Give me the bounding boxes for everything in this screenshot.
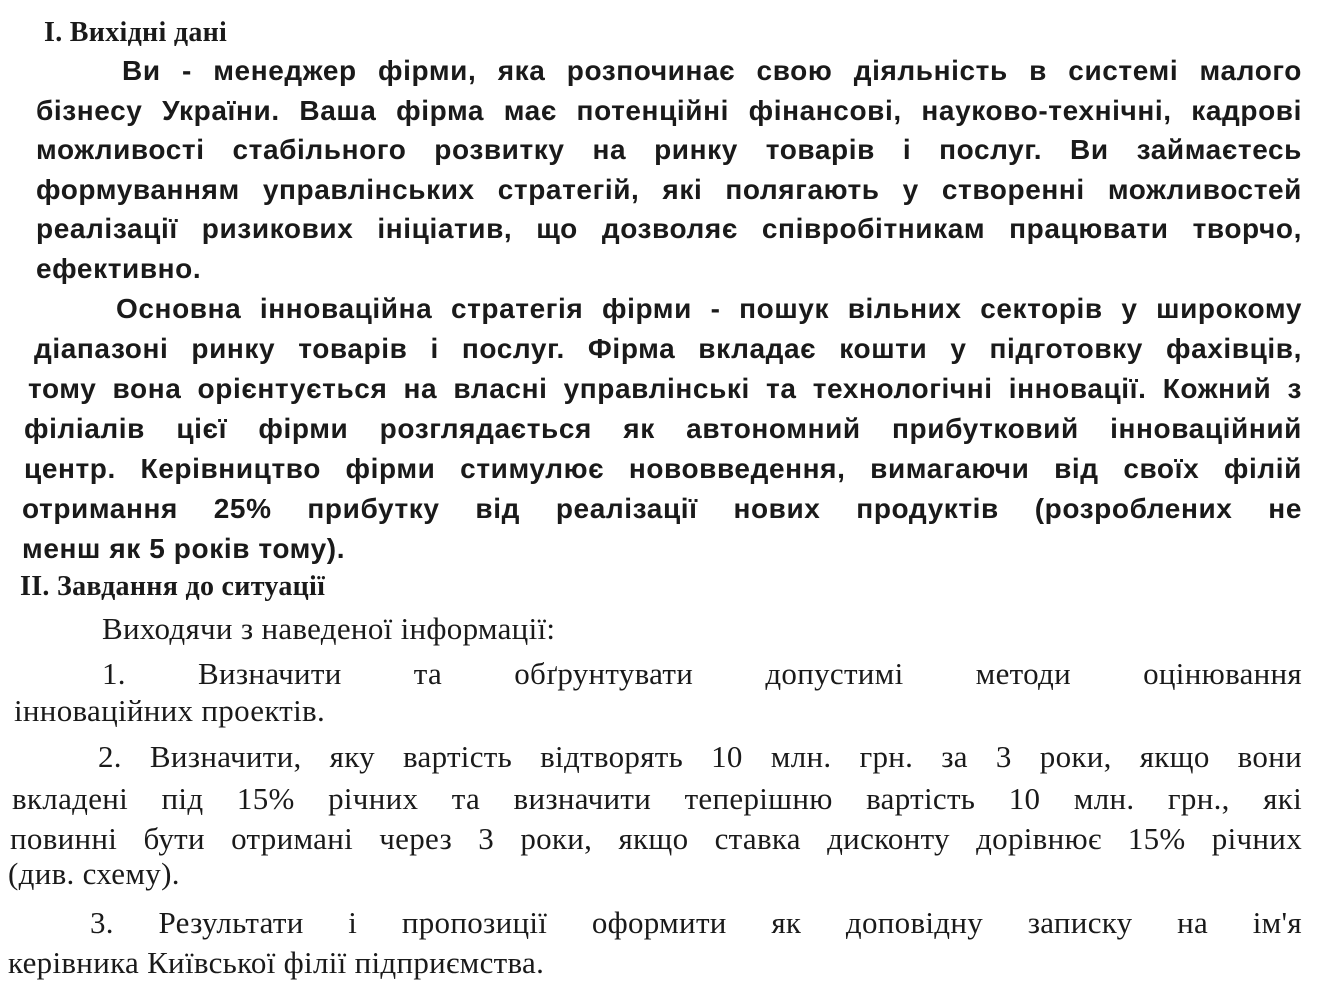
task-1-line-2: інноваційних проектів. xyxy=(14,693,326,728)
paragraph-1-line-3: можливості стабільного розвитку на ринку товарів і послуг. Ви займаєтесь xyxy=(36,134,1302,165)
paragraph-2-line-1: Основна інноваційна стратегія фірми - пошук вільних секторів у широкому xyxy=(116,293,1302,324)
task-2-line-1: 2. Визначити, яку вартість відтворять 10 млн. грн. за 3 роки, якщо вони xyxy=(98,739,1302,774)
paragraph-1-line-5: реалізації ризикових ініціатив, що дозволяє співробітникам працювати творчо, xyxy=(36,213,1302,244)
paragraph-1-line-4: формуванням управлінських стратегій, які полягають у створенні можливостей xyxy=(36,174,1302,205)
paragraph-2-line-4: філіалів цієї фірми розглядається як автономний прибутковий інноваційний xyxy=(24,413,1302,444)
section-1-heading: I. Вихідні дані xyxy=(44,17,228,48)
paragraph-1-line-6: ефективно. xyxy=(36,253,202,284)
paragraph-2-line-6: отримання 25% прибутку від реалізації нових продуктів (розроблених не xyxy=(22,493,1302,524)
task-2-line-3: повинні бути отримані через 3 роки, якщо ставка дисконту дорівнює 15% річних xyxy=(10,821,1302,856)
section-2-heading: II. Завдання до ситуації xyxy=(20,571,326,602)
paragraph-2-line-5: центр. Керівництво фірми стимулює нововведення, вимагаючи від своїх філій xyxy=(24,453,1302,484)
task-2-line-4: (див. схему). xyxy=(8,856,180,891)
tasks-intro: Виходячи з наведеної інформації: xyxy=(102,611,556,646)
task-2-line-2: вкладені під 15% річних та визначити теперішню вартість 10 млн. грн., які xyxy=(12,781,1302,816)
task-3-line-1: 3. Результати і пропозиції оформити як доповідну записку на ім'я xyxy=(90,905,1302,940)
task-3-line-2: керівника Київської філії підприємства. xyxy=(8,945,545,980)
paragraph-2-line-3: тому вона орієнтується на власні управлінські та технологічні інновації. Кожний з xyxy=(28,373,1302,404)
paragraph-2-line-2: діапазоні ринку товарів і послуг. Фірма вкладає кошти у підготовку фахівців, xyxy=(34,333,1302,364)
paragraph-1-line-2: бізнесу України. Ваша фірма має потенційні фінансові, науково-технічні, кадрові xyxy=(36,95,1302,126)
task-1-line-1: 1. Визначити та обґрунтувати допустимі методи оцінювання xyxy=(102,656,1302,691)
paragraph-1-line-1: Ви - менеджер фірми, яка розпочинає свою діяльність в системі малого xyxy=(122,55,1302,86)
paragraph-2-line-7: менш як 5 років тому). xyxy=(22,533,346,564)
